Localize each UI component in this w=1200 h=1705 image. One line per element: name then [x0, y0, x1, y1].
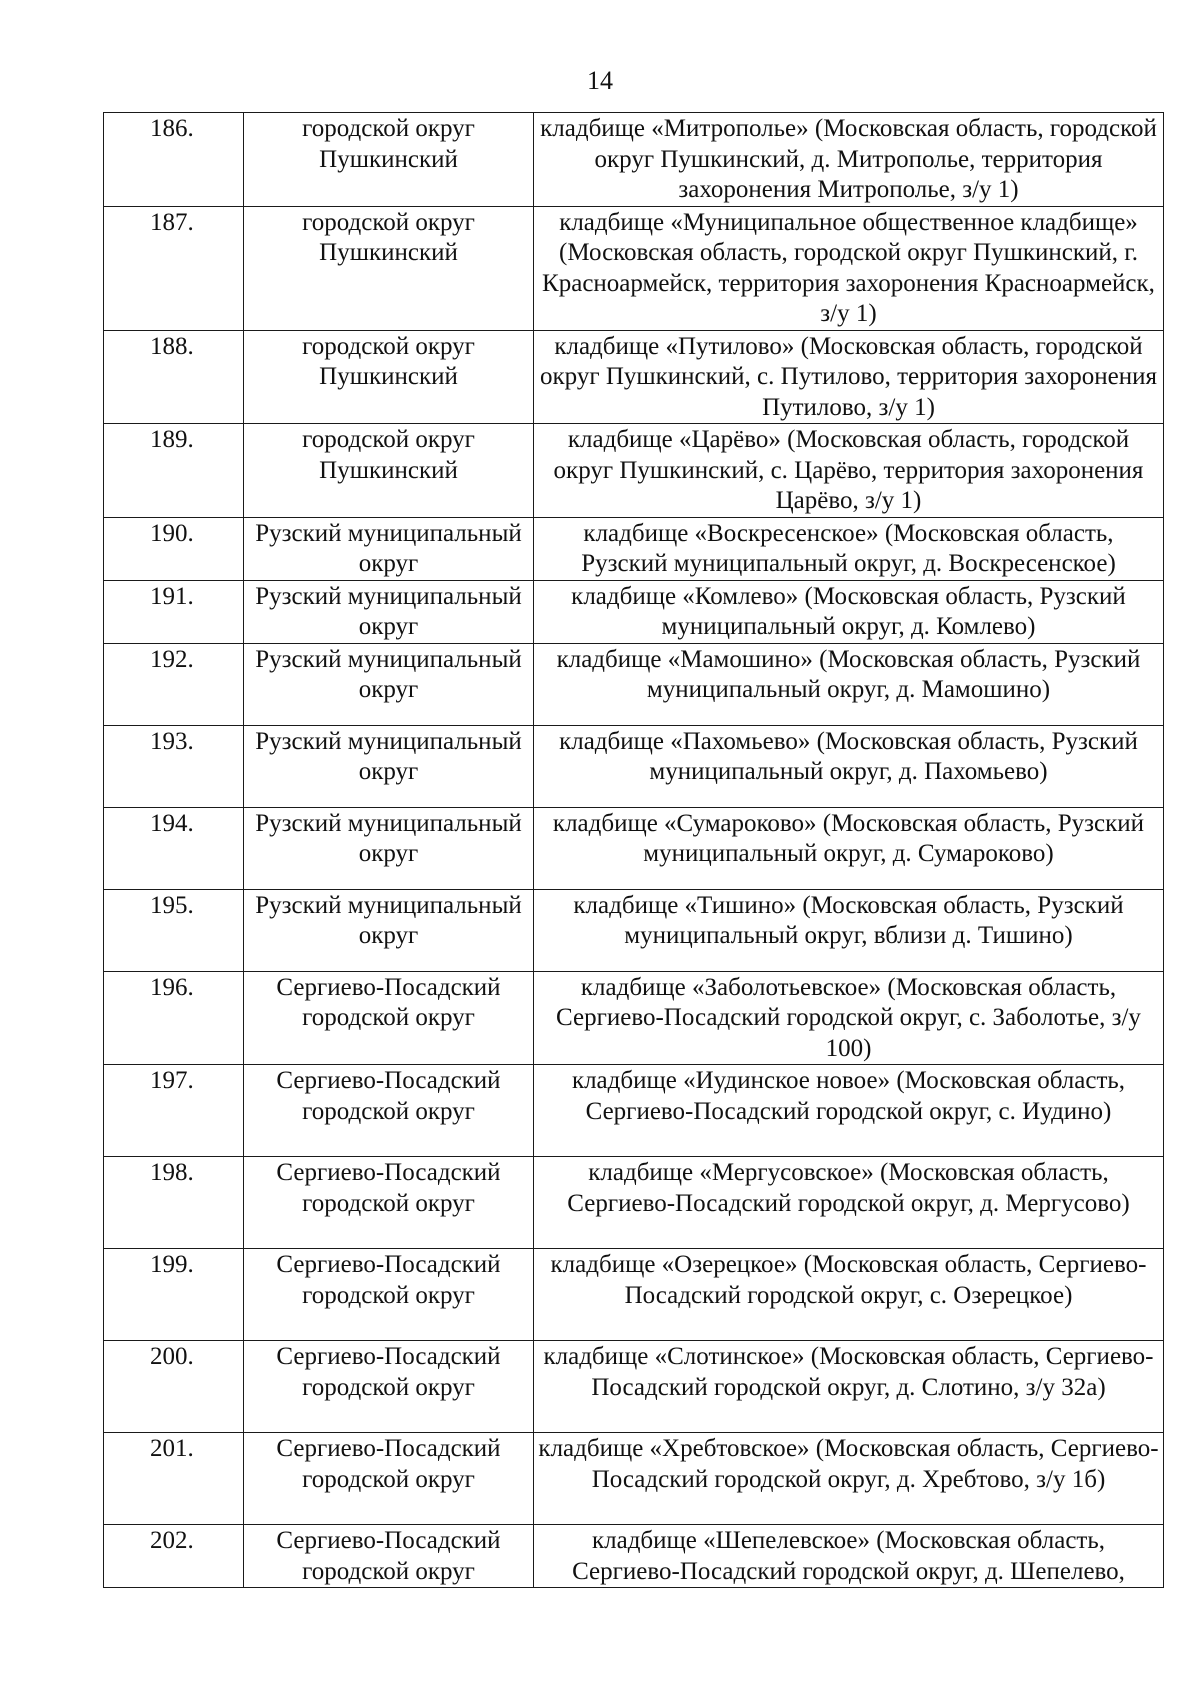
row-number: 186. — [104, 113, 244, 207]
row-number: 198. — [104, 1157, 244, 1249]
table-row — [104, 580, 1164, 643]
table-row — [104, 1249, 1164, 1341]
row-number: 200. — [104, 1341, 244, 1433]
table-row — [104, 1433, 1164, 1525]
table-row — [104, 1065, 1164, 1157]
row-number: 194. — [104, 807, 244, 889]
row-number: 195. — [104, 889, 244, 971]
cemetery-cell: кладбище «Пахомьево» (Московская область, Рузский муниципальный округ, д. Пахомьево) — [534, 725, 1164, 807]
municipality-cell: Рузский муниципальный округ — [244, 517, 534, 580]
cemetery-table — [103, 112, 1164, 1588]
municipality-cell: городской округ Пушкинский — [244, 113, 534, 207]
table-row — [104, 807, 1164, 889]
cemetery-cell: кладбище «Митрополье» (Московская область, городской округ Пушкинский, д. Митрополье, территория захоронения Митрополье, з/у 1) — [534, 113, 1164, 207]
row-number: 190. — [104, 517, 244, 580]
table-row — [104, 971, 1164, 1065]
table-row — [104, 206, 1164, 330]
municipality-cell: Сергиево-Посадский городской округ — [244, 971, 534, 1065]
cemetery-cell: кладбище «Иудинское новое» (Московская область, Сергиево-Посадский городской округ, с. Иудино) — [534, 1065, 1164, 1157]
municipality-cell: Рузский муниципальный округ — [244, 889, 534, 971]
table-row — [104, 1341, 1164, 1433]
cemetery-cell: кладбище «Муниципальное общественное кладбище» (Московская область, городской округ Пушкинский, г. Красноармейск, территория захоронения Красноармейск, з/у 1) — [534, 206, 1164, 330]
municipality-cell: Рузский муниципальный округ — [244, 807, 534, 889]
table-row — [104, 1525, 1164, 1588]
table-row — [104, 330, 1164, 424]
municipality-cell: Рузский муниципальный округ — [244, 643, 534, 725]
municipality-cell: Рузский муниципальный округ — [244, 725, 534, 807]
row-number: 187. — [104, 206, 244, 330]
cemetery-cell: кладбище «Заболотьевское» (Московская область, Сергиево-Посадский городской округ, с. Заболотье, з/у 100) — [534, 971, 1164, 1065]
cemetery-cell: кладбище «Мергусовское» (Московская область, Сергиево-Посадский городской округ, д. Мергусово) — [534, 1157, 1164, 1249]
municipality-cell: городской округ Пушкинский — [244, 330, 534, 424]
cemetery-cell: кладбище «Озерецкое» (Московская область, Сергиево-Посадский городской округ, с. Озерецкое) — [534, 1249, 1164, 1341]
cemetery-cell: кладбище «Воскресенское» (Московская область, Рузский муниципальный округ, д. Воскресенское) — [534, 517, 1164, 580]
table-row — [104, 113, 1164, 207]
municipality-cell: Сергиево-Посадский городской округ — [244, 1065, 534, 1157]
table-row — [104, 889, 1164, 971]
row-number: 196. — [104, 971, 244, 1065]
cemetery-cell: кладбище «Слотинское» (Московская область, Сергиево-Посадский городской округ, д. Слотино, з/у 32а) — [534, 1341, 1164, 1433]
cemetery-cell: кладбище «Тишино» (Московская область, Рузский муниципальный округ, вблизи д. Тишино) — [534, 889, 1164, 971]
row-number: 189. — [104, 424, 244, 518]
row-number: 188. — [104, 330, 244, 424]
table-row — [104, 643, 1164, 725]
page-number: 14 — [587, 66, 613, 95]
table-row — [104, 424, 1164, 518]
municipality-cell: городской округ Пушкинский — [244, 424, 534, 518]
municipality-cell: Сергиево-Посадский городской округ — [244, 1157, 534, 1249]
municipality-cell: Рузский муниципальный округ — [244, 580, 534, 643]
municipality-cell: Сергиево-Посадский городской округ — [244, 1525, 534, 1588]
cemetery-cell: кладбище «Сумароково» (Московская область, Рузский муниципальный округ, д. Сумароково) — [534, 807, 1164, 889]
row-number: 201. — [104, 1433, 244, 1525]
cemetery-cell: кладбище «Мамошино» (Московская область, Рузский муниципальный округ, д. Мамошино) — [534, 643, 1164, 725]
row-number: 197. — [104, 1065, 244, 1157]
row-number: 202. — [104, 1525, 244, 1588]
row-number: 199. — [104, 1249, 244, 1341]
table-row — [104, 1157, 1164, 1249]
cemetery-cell: кладбище «Шепелевское» (Московская область, Сергиево-Посадский городской округ, д. Шепелево, — [534, 1525, 1164, 1588]
row-number: 192. — [104, 643, 244, 725]
municipality-cell: городской округ Пушкинский — [244, 206, 534, 330]
row-number: 191. — [104, 580, 244, 643]
municipality-cell: Сергиево-Посадский городской округ — [244, 1341, 534, 1433]
cemetery-cell: кладбище «Путилово» (Московская область, городской округ Пушкинский, с. Путилово, территория захоронения Путилово, з/у 1) — [534, 330, 1164, 424]
municipality-cell: Сергиево-Посадский городской округ — [244, 1433, 534, 1525]
cemetery-cell: кладбище «Хребтовское» (Московская область, Сергиево-Посадский городской округ, д. Хребтово, з/у 1б) — [534, 1433, 1164, 1525]
municipality-cell: Сергиево-Посадский городской округ — [244, 1249, 534, 1341]
table-row — [104, 517, 1164, 580]
table-row — [104, 725, 1164, 807]
cemetery-cell: кладбище «Комлево» (Московская область, Рузский муниципальный округ, д. Комлево) — [534, 580, 1164, 643]
cemetery-cell: кладбище «Царёво» (Московская область, городской округ Пушкинский, с. Царёво, территория захоронения Царёво, з/у 1) — [534, 424, 1164, 518]
row-number: 193. — [104, 725, 244, 807]
